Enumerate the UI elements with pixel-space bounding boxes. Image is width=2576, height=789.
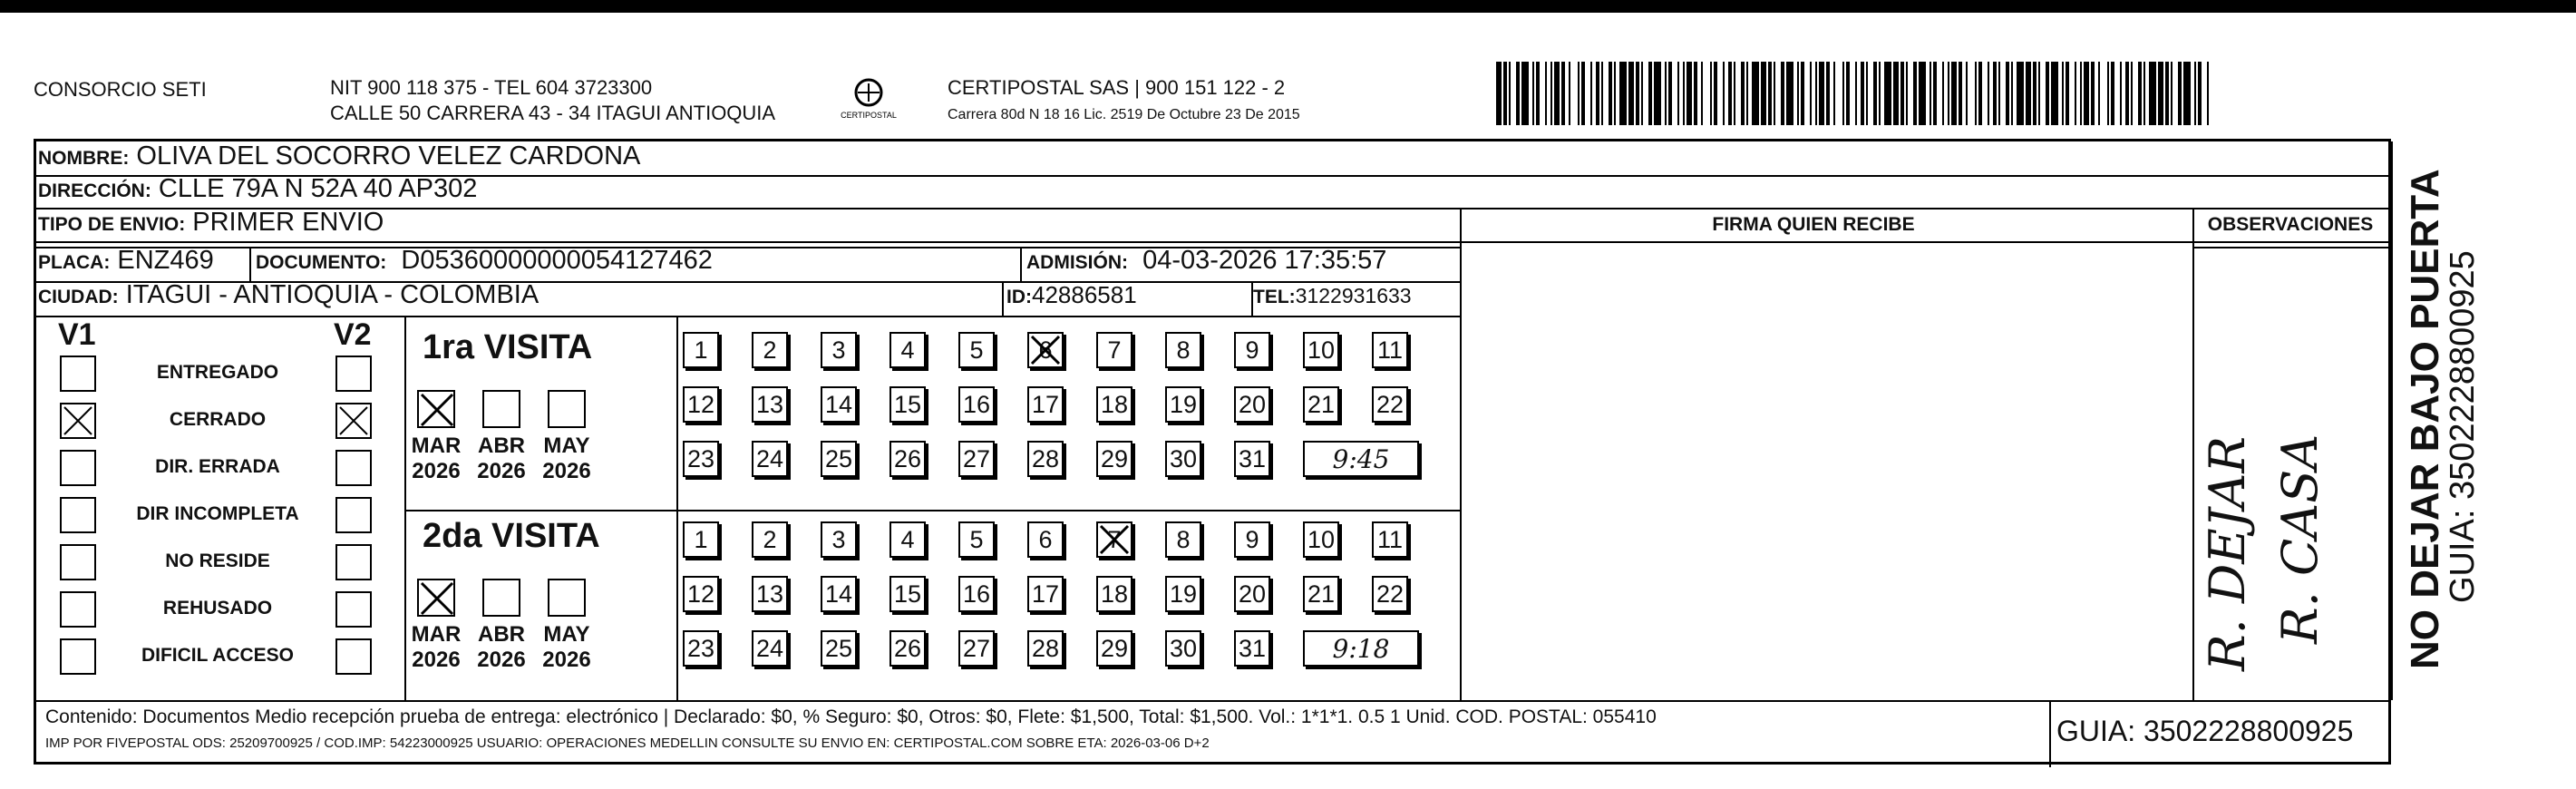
day-box[interactable]: 16 [958,386,995,423]
month-name: ABR [478,622,525,647]
month-name: MAR [411,433,462,458]
day-box[interactable]: 29 [1096,441,1132,477]
day-box[interactable]: 29 [1096,630,1132,667]
day-box[interactable]: 5 [958,332,995,368]
month-label [474,622,529,673]
id-field: ID:42886581 [1006,281,1137,308]
day-box[interactable]: 21 [1303,576,1339,612]
status-v2-checkbox[interactable] [335,497,372,533]
observaciones-handwriting [2190,345,2353,689]
day-box[interactable]: 15 [889,386,926,423]
day-box[interactable]: 9 [1234,332,1270,368]
id-value: 42886581 [1032,281,1137,308]
v1-header: V1 [58,317,96,352]
documento-field: DOCUMENTO: D05360000000054127462 [256,246,713,275]
status-v1-checkbox[interactable] [60,591,96,628]
month-checkbox[interactable] [548,390,586,428]
day-box[interactable]: 16 [958,576,995,612]
day-box[interactable]: 30 [1165,441,1201,477]
handwritten-time: 9:45 [1303,441,1419,477]
tipo-envio-field: TIPO DE ENVIO: PRIMER ENVIO [38,208,384,237]
barcode [1496,62,2212,125]
day-box[interactable]: 18 [1096,386,1132,423]
day-box[interactable]: 12 [683,386,719,423]
day-box[interactable]: 13 [752,386,788,423]
month-checkbox[interactable] [482,579,520,617]
day-box[interactable]: 1 [683,332,719,368]
day-box[interactable]: 31 [1234,441,1270,477]
day-box[interactable]: 2 [752,332,788,368]
status-label: CERRADO [169,409,267,430]
day-box[interactable]: 20 [1234,386,1270,423]
day-box[interactable]: 12 [683,576,719,612]
day-box[interactable]: 25 [821,630,857,667]
month-label [409,433,463,484]
day-box[interactable]: 26 [889,630,926,667]
status-label: DIR. ERRADA [155,456,280,477]
day-box[interactable]: 17 [1027,386,1064,423]
month-year: 2026 [477,648,526,672]
no-dejar-warning: NO DEJAR BAJO PUERTA [2403,169,2447,669]
status-label: REHUSADO [162,598,273,619]
status-label: NO RESIDE [165,550,270,571]
day-box[interactable]: 27 [958,630,995,667]
day-box[interactable]: 8 [1165,332,1201,368]
day-box[interactable]: 3 [821,332,857,368]
day-box[interactable]: 24 [752,441,788,477]
company-name: CONSORCIO SETI [34,78,207,101]
status-v2-checkbox[interactable] [335,356,372,392]
nombre-value: OLIVA DEL SOCORRO VELEZ CARDONA [136,141,641,170]
day-box[interactable]: 2 [752,521,788,558]
admision-value: 04-03-2026 17:35:57 [1142,246,1387,275]
month-name: MAY [543,433,590,458]
observaciones-header: OBSERVACIONES [2207,214,2374,235]
top-edge-bar [0,0,2576,13]
day-box[interactable]: 24 [752,630,788,667]
month-year: 2026 [542,459,591,483]
month-name: MAR [411,622,462,647]
month-year: 2026 [542,648,591,672]
day-box[interactable]: 21 [1303,386,1339,423]
day-box[interactable]: 27 [958,441,995,477]
nombre-field: NOMBRE: OLIVA DEL SOCORRO VELEZ CARDONA [38,141,641,170]
visit2-title: 2da VISITA [423,517,600,555]
status-label: DIFICIL ACCESO [141,645,294,666]
status-label: ENTREGADO [156,362,279,383]
direccion-field: DIRECCIÓN: CLLE 79A N 52A 40 AP302 [38,174,478,203]
day-box[interactable]: 10 [1303,521,1339,558]
month-label [540,433,594,484]
license-line: Carrera 80d N 18 16 Lic. 2519 De Octubre 23 De 2015 [948,107,1300,122]
day-box[interactable]: 3 [821,521,857,558]
certipostal-logo [832,73,905,125]
status-label: DIR INCOMPLETA [136,503,299,524]
day-box[interactable]: 4 [889,332,926,368]
day-box[interactable]: 13 [752,576,788,612]
day-box[interactable]: 7 [1096,332,1132,368]
month-name: MAY [543,622,590,647]
day-box[interactable]: 11 [1372,332,1408,368]
address-line: CALLE 50 CARRERA 43 - 34 ITAGUI ANTIOQUIA [330,102,776,124]
admision-field: ADMISIÓN: 04-03-2026 17:35:57 [1026,246,1387,275]
day-box[interactable]: 31 [1234,630,1270,667]
day-box[interactable]: 20 [1234,576,1270,612]
day-box[interactable]: 5 [958,521,995,558]
status-v1-checkbox[interactable] [60,403,96,439]
month-year: 2026 [412,459,461,483]
day-box[interactable]: 28 [1027,630,1064,667]
status-v2-checkbox[interactable] [335,450,372,486]
visit1-title: 1ra VISITA [423,328,593,366]
day-box[interactable]: 19 [1165,386,1201,423]
day-box[interactable]: 14 [821,386,857,423]
day-box[interactable]: 22 [1372,386,1408,423]
status-v2-checkbox[interactable] [335,638,372,675]
handwritten-time: 9:18 [1303,630,1419,667]
day-mark-x [1098,523,1131,562]
handwriting-line-1: R. DEJAR [2199,435,2256,671]
status-v1-checkbox[interactable] [60,638,96,675]
month-year: 2026 [477,459,526,483]
day-box[interactable]: 9 [1234,521,1270,558]
side-guia: GUIA: 3502228800925 [2444,250,2482,603]
footer-imp-line: IMP POR FIVEPOSTAL ODS: 25209700925 / COD.IMP: 54223000925 USUARIO: OPERACIONES MEDELLIN CONSULTE SU ENVIO EN: CERTIPOSTAL.COM SOBRE ETA: 2026-03-06 D+2 [45,735,1210,751]
day-box[interactable]: 17 [1027,576,1064,612]
status-v2-checkbox[interactable] [335,591,372,628]
day-box[interactable]: 6 [1027,521,1064,558]
placa-value: ENZ469 [117,246,214,275]
status-v1-checkbox[interactable] [60,356,96,392]
firma-header: FIRMA QUIEN RECIBE [1712,214,1915,235]
month-checkbox[interactable] [417,390,455,428]
tipo-envio-value: PRIMER ENVIO [192,208,384,237]
day-box[interactable]: 15 [889,576,926,612]
svg-text:CERTIPOSTAL: CERTIPOSTAL [841,111,897,120]
month-label [474,433,529,484]
day-box[interactable]: 18 [1096,576,1132,612]
day-box[interactable]: 4 [889,521,926,558]
tel-field: TEL:3122931633 [1253,284,1412,307]
status-v1-checkbox[interactable] [60,497,96,533]
status-v1-checkbox[interactable] [60,450,96,486]
day-box[interactable]: 23 [683,630,719,667]
certipostal-line: CERTIPOSTAL SAS | 900 151 122 - 2 [948,76,1286,99]
month-year: 2026 [412,648,461,672]
footer-guia: GUIA: 3502228800925 [2056,715,2354,747]
month-name: ABR [478,433,525,458]
handwriting-line-2: R. CASA [2271,433,2328,644]
month-label [540,622,594,673]
day-box[interactable]: 8 [1165,521,1201,558]
nit-line: NIT 900 118 375 - TEL 604 3723300 [330,76,653,99]
status-v1-checkbox[interactable] [60,544,96,580]
ciudad-field: CIUDAD: ITAGUI - ANTIOQUIA - COLOMBIA [38,280,540,309]
day-box[interactable]: 25 [821,441,857,477]
direccion-value: CLLE 79A N 52A 40 AP302 [158,174,478,203]
status-v2-checkbox[interactable] [335,403,372,439]
month-checkbox[interactable] [482,390,520,428]
status-v2-checkbox[interactable] [335,544,372,580]
day-box[interactable]: 7 [1096,521,1132,558]
footer-content-line: Contenido: Documentos Medio recepción prueba de entrega: electrónico | Declarado: $0, % Seguro: $0, Otros: $0, Flete: $1,500, Total: $1,500. Vol.: 1*1*1. 0.5 1 Unid. COD. POSTAL: 055410 [45,706,1657,727]
ciudad-value: ITAGUI - ANTIOQUIA - COLOMBIA [125,280,540,309]
day-box[interactable]: 14 [821,576,857,612]
documento-value: D05360000000054127462 [401,246,713,275]
day-mark-x [1029,334,1062,373]
month-checkbox[interactable] [417,579,455,617]
day-box[interactable]: 1 [683,521,719,558]
month-label [409,622,463,673]
placa-field: PLACA: ENZ469 [38,246,214,275]
day-box[interactable]: 26 [889,441,926,477]
day-box[interactable]: 6 [1027,332,1064,368]
day-box[interactable]: 28 [1027,441,1064,477]
v2-header: V2 [334,317,372,352]
day-box[interactable]: 10 [1303,332,1339,368]
day-box[interactable]: 19 [1165,576,1201,612]
day-box[interactable]: 23 [683,441,719,477]
day-box[interactable]: 22 [1372,576,1408,612]
day-box[interactable]: 30 [1165,630,1201,667]
month-checkbox[interactable] [548,579,586,617]
day-box[interactable]: 11 [1372,521,1408,558]
tel-value: 3122931633 [1295,284,1412,307]
